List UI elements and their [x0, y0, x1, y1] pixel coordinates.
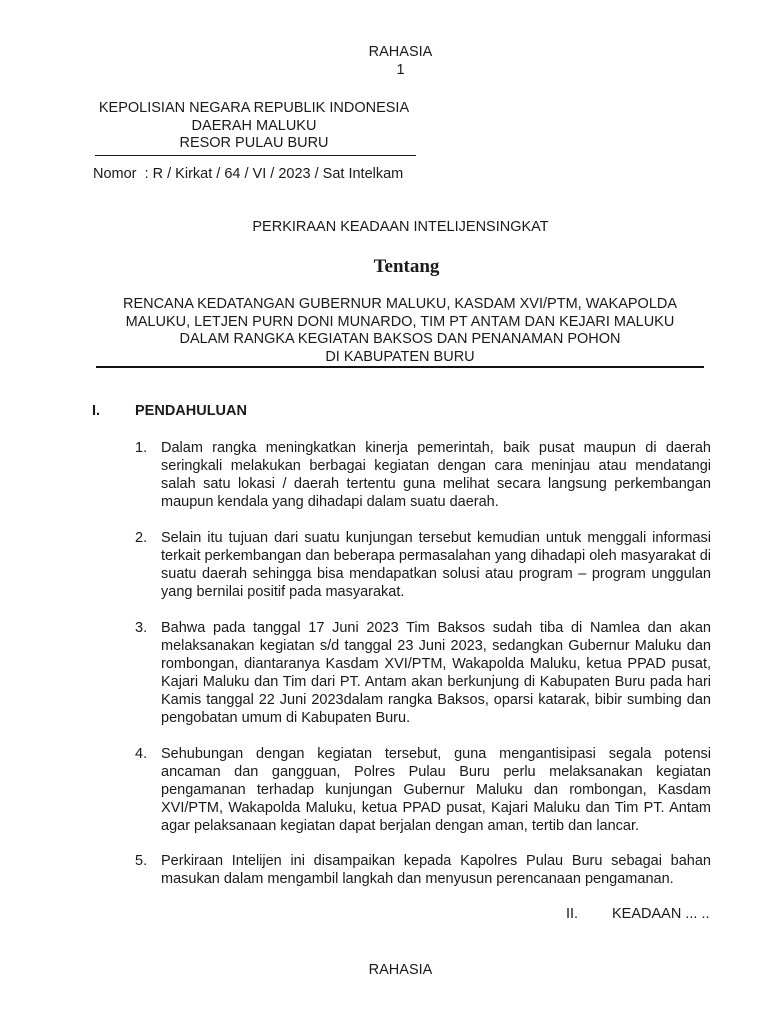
list-item-number: 1. [135, 440, 148, 456]
list-item-text: Sehubungan dengan kegiatan tersebut, guna mengantisipasi segala potensi ancaman dan gangguan, Polres Pulau Buru perlu melaksanakan kegiatan pengamanan terhadap kunjungan Gubernur Maluku dan rombongan, Kasdam XVI/PTM, Wakapolda Maluku, ketua PPAD pusat, Kajari Maluku dan Tim PT. Antam agar pelaksanaan kegiatan dapat berjalan dengan aman, tertib dan lancar. [161, 746, 711, 834]
letterhead-line-1: KEPOLISIAN NEGARA REPUBLIK INDONESIA [98, 100, 410, 116]
document-number: Nomor : R / Kirkat / 64 / VI / 2023 / Sat Intelkam [93, 166, 404, 182]
subject-line-2: MALUKU, LETJEN PURN DONI MUNARDO, TIM PT ANTAM DAN KEJARI MALUKU [125, 313, 675, 330]
classification-header: RAHASIA [368, 44, 433, 60]
list-item-number: 2. [135, 530, 148, 546]
page-number: 1 [396, 62, 405, 78]
list-item-number: 4. [135, 746, 148, 762]
list-item-number: 3. [135, 620, 148, 636]
list-item-text: Selain itu tujuan dari suatu kunjungan tersebut kemudian untuk menggali informasi terkait perkembangan dan beberapa permasalahan yang dihadapi oleh masyarakat di suatu daerah sehingga bisa mendapatkan solusi atau program – program unggulan yang bernilai positif pada masyarakat. [161, 530, 711, 600]
continuation-number: II. [566, 906, 579, 922]
tentang-heading: Tentang [373, 256, 440, 277]
list-item-text: Perkiraan Intelijen ini disampaikan kepada Kapolres Pulau Buru sebagai bahan masukan dalam mengambil langkah dan menyusun perencanaan pengamanan. [161, 853, 711, 887]
letterhead-line-3: RESOR PULAU BURU [179, 135, 329, 151]
subject-block [96, 296, 704, 366]
subject-line-4: DI KABUPATEN BURU [325, 348, 475, 365]
classification-footer: RAHASIA [368, 962, 433, 978]
continuation-text: KEADAAN ... .. [612, 906, 710, 922]
section-title: PENDAHULUAN [135, 403, 247, 419]
subject-divider [96, 366, 704, 368]
letterhead [92, 100, 416, 153]
subject-line-3: DALAM RANGKA KEGIATAN BAKSOS DAN PENANAMAN POHON [179, 331, 621, 347]
list-item-text: Dalam rangka meningkatkan kinerja pemerintah, baik pusat maupun di daerah seringkali melakukan berbagai kegiatan dengan cara meninjau atau mendatangi salah satu lokasi / daerah tertentu guna melihat secara langsung perkembangan maupun kendala yang dihadapi dalam suatu daerah. [161, 440, 711, 510]
subject-line-1: RENCANA KEDATANGAN GUBERNUR MALUKU, KASDAM XVI/PTM, WAKAPOLDA [122, 296, 678, 312]
document-title: PERKIRAAN KEADAAN INTELIJENSINGKAT [252, 219, 549, 235]
list-item-text: Bahwa pada tanggal 17 Juni 2023 Tim Baksos sudah tiba di Namlea dan akan melaksanakan kegiatan s/d tanggal 23 Juni 2023, sedangkan Gubernur Maluku dan rombongan, diantaranya Kasdam XVI/PTM, Wakapolda Maluku, ketua PPAD pusat, Kajari Maluku dan Tim dari PT. Antam akan berkunjung di Kabupaten Buru pada hari Kamis tanggal 22 Juni 2023dalam rangka Baksos, oparsi katarak, bibir sumbing dan pengobatan umum di Kabupaten Buru. [161, 620, 711, 726]
letterhead-divider [95, 155, 416, 156]
list-item-number: 5. [135, 853, 148, 869]
letterhead-line-2: DAERAH MALUKU [191, 117, 317, 134]
section-number: I. [92, 403, 101, 419]
